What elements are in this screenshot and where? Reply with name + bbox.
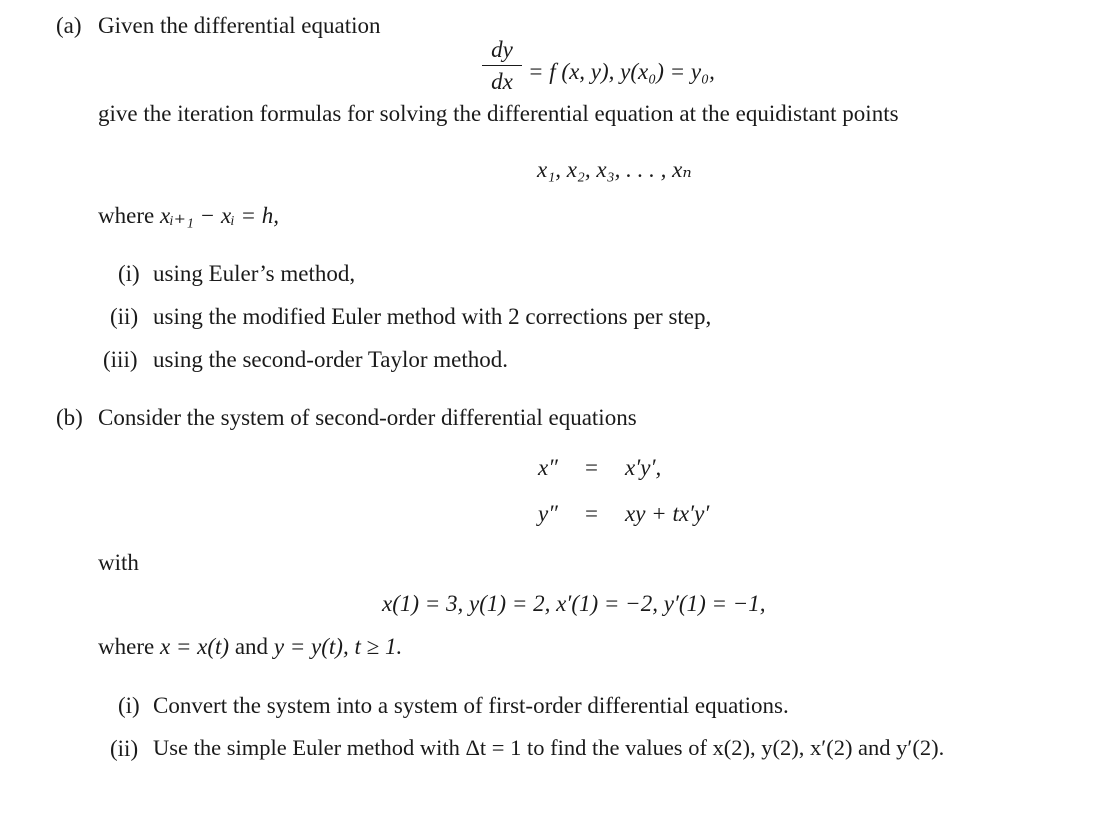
system-lhs-2: y″ [538, 501, 558, 526]
item-a-ii-text: using the modified Euler method with 2 corrections per step, [153, 304, 712, 329]
item-a-iii-text: using the second-order Taylor method. [153, 347, 509, 372]
part-a-label: (a) [56, 13, 82, 38]
item-a-i-num: (i) [118, 261, 140, 286]
where-line-a [98, 204, 279, 227]
initial-conditions: x(1) = 3, y(1) = 2, x′(1) = −2, y′(1) = −1, [382, 591, 766, 616]
system-equals-1: = [585, 455, 598, 480]
where-line-b [98, 635, 402, 658]
y-definition: y = y(t), t ≥ 1. [273, 634, 403, 659]
system-equals-2: = [585, 501, 598, 526]
item-a-ii-num: (ii) [110, 304, 139, 329]
ode-right-hand-side: = f (x, y), y(x₀) = y₀, [528, 59, 715, 84]
fraction-numerator: dy [491, 37, 513, 62]
where-word-b: where [98, 634, 155, 659]
and-word: and [234, 634, 269, 659]
with-word: with [98, 550, 139, 575]
item-b-ii-text: Use the simple Euler method with Δt = 1 to find the values of x(2), y(2), x′(2) and y′(2). [153, 735, 945, 760]
where-word: where [98, 203, 155, 228]
fraction-bar [482, 65, 522, 66]
system-lhs-1: x″ [538, 455, 558, 480]
iteration-text: give the iteration formulas for solving the differential equation at the equidistant points [98, 101, 899, 126]
system-rhs-2: xy + tx′y′ [625, 501, 710, 526]
equidistant-points: x₁, x₂, x₃, . . . , xₙ [537, 157, 692, 182]
item-b-i-num: (i) [118, 693, 140, 718]
system-rhs-1: x′y′, [625, 455, 662, 480]
part-b-intro: Consider the system of second-order differential equations [98, 405, 637, 430]
part-a-intro: Given the differential equation [98, 13, 381, 38]
step-size-math: xᵢ₊₁ − xᵢ = h, [159, 203, 280, 228]
derivative-fraction [482, 38, 522, 93]
part-b-label: (b) [56, 405, 83, 430]
item-a-iii-num: (iii) [103, 347, 138, 372]
item-b-i-text: Convert the system into a system of first-order differential equations. [153, 693, 789, 718]
item-a-i-text: using Euler’s method, [153, 261, 356, 286]
x-definition: x = x(t) [159, 634, 230, 659]
item-b-ii-num: (ii) [110, 736, 139, 761]
fraction-denominator: dx [491, 69, 513, 94]
